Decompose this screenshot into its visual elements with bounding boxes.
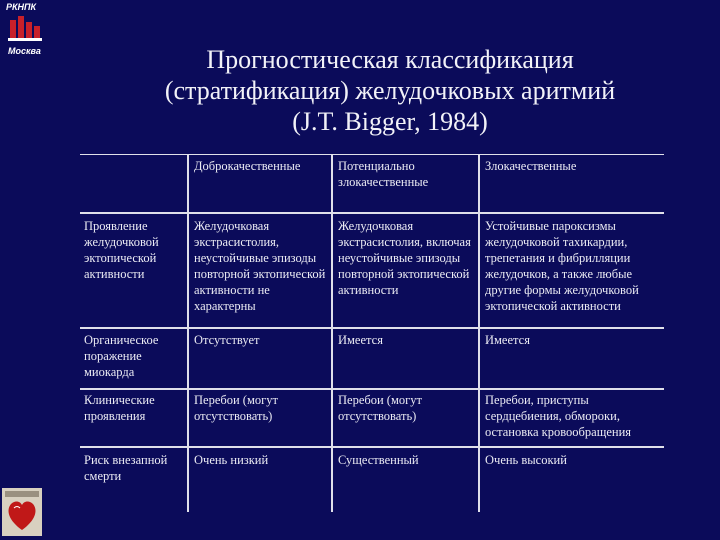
logo-text: РКНПК (6, 2, 37, 12)
table-cell: Очень высокий (485, 453, 567, 467)
table-cell: Перебои (могут отсутствовать) (338, 393, 422, 423)
table-cell: Перебои, приступы сердцебиения, обмороки, остановка кровообращения (485, 393, 632, 439)
table-divider (80, 388, 664, 390)
table-cell: Желудочковая экстрасистолия, неустойчивые эпизоды повторной эктопической активности не характерны (194, 219, 326, 313)
title-line-2: (стратификация) желудочковых аритмий (164, 76, 616, 105)
table-cell: Отсутствует (194, 333, 260, 347)
table-divider (331, 154, 333, 512)
table-divider (478, 154, 480, 512)
heart-emblem-icon (2, 488, 42, 536)
table-divider (80, 327, 664, 329)
table-divider (80, 212, 664, 214)
table-cell: Желудочковая экстрасистолия, включая неустойчивые эпизоды повторной эктопической активности (338, 219, 471, 297)
table-cell: Перебои (могут отсутствовать) (194, 393, 278, 423)
table-cell: Имеется (485, 333, 530, 347)
table-cell: Имеется (338, 333, 383, 347)
column-header-malignant: Злокачественные (485, 159, 577, 173)
table-cell: Очень низкий (194, 453, 269, 467)
row-label: Проявление желудочковой эктопической активности (84, 219, 159, 281)
table-cell: Устойчивые пароксизмы желудочковой тахикардии, трепетания и фибрилляции желудочков, а также любые другие формы желудочковой эктопической активности (485, 219, 639, 313)
column-header-benign: Доброкачественные (194, 159, 301, 173)
row-label: Органическое поражение миокарда (84, 333, 159, 379)
logo-subtext: Москва (8, 46, 41, 56)
classification-table (80, 154, 664, 512)
title-line-3: (J.T. Bigger, 1984) (292, 107, 488, 136)
column-header-potentially-malignant: Потенциально злокачественные (338, 159, 429, 189)
title-line-1: Прогностическая классификация (206, 45, 574, 74)
table-divider (80, 446, 664, 448)
row-label: Риск внезапной смерти (84, 453, 168, 483)
table-cell: Существенный (338, 453, 419, 467)
table-divider (187, 154, 189, 512)
table-divider (80, 154, 664, 155)
row-label: Клинические проявления (84, 393, 155, 423)
slide-title (60, 44, 720, 137)
logo-icon (8, 14, 42, 42)
